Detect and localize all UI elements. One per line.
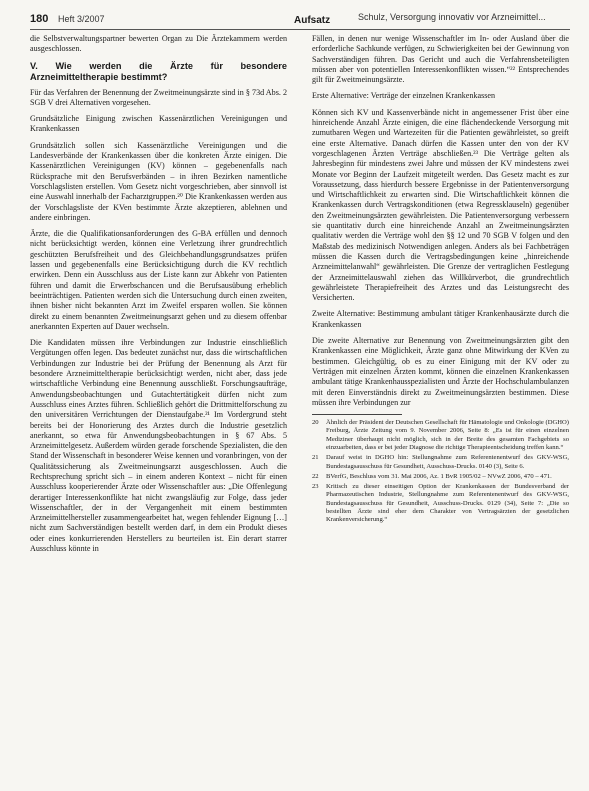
page-number: 180: [30, 13, 49, 25]
left-column: [30, 34, 287, 560]
footnote-text: BVerfG, Beschluss vom 31. Mai 2006, Az. 1 BvR 1905/02 – NVwZ 2006, 470 – 471.: [326, 472, 552, 480]
subheading: Zweite Alternative: Bestimmung ambulant tätiger Krankenhausärzte durch die Krankenkassen: [312, 309, 569, 329]
footnote-number: 23: [312, 483, 319, 491]
footnote-text: Ähnlich der Präsident der Deutschen Gesellschaft für Hämatologie und Onkologie (DGHO) Freiburg, Ärzte Zeitung vom 9. November 2006, Seite 8: „Es ist für einen einzelnen Mediziner überhaupt nicht möglich, sich in der Breite des gesamten Fachgebiets so einzuarbeiten, dass er bei jeder Diagnose die richtige Therapieentscheidung treffen kann.“: [326, 419, 569, 451]
paragraph: Die Kandidaten müssen ihre Verbindungen zur Industrie einschließlich Vergütungen offen legen. Das bedeutet zunächst nur, dass die wirtschaftlichen Verbindungen zur Industrie bei der Prüfung der Benennung als Arzt für besondere Arzneimitteltherapie berücksichtigt werden, nicht aber, dass jede wirtschaftliche Verbindung eine Benennung ausschließt. Forschungsaufträge, Anwendungsbeobachtungen und Gutachtertätigkeit dürfen nicht zum Ausschluss eines Arztes führen. Schließlich gehört die Drittmittelforschung zu den universitären Verrichtungen der Dienstaufgabe.²¹ Im Vordergrund steht bereits bei der Honorierung des Arztes durch die Industrie gesetzlich anerkannt, so etwa für Anwendungsbeobachtungen in § 67 Abs. 5 Arzneimittelgesetz. Außerdem würden gerade forschende Spezialisten, die den Stand der Wissenschaft in besonderer Weise kennen und voranbringen, von der Qualitätssicherung als Zweitmeinungsarzt ausgeschlossen. Auch die Rechtsprechung spricht sich – in einem anderen Kontext – nicht für einen Ausschluss kooperierender Ärzte oder Wissenschaftler aus: „Die Offenlegung derartiger Interessenkonflikte hat nicht zwangsläufig zur Folge, dass jeder Wissenschaftler, der in der Vergangenheit mit einem bestimmten Arzneimittelhersteller zusammengearbeitet hat, wegen fehlender Eignung […] nicht zum Sachverständigen bestellt werden darf, in dem ein Produkt dieses oder eines konkurrierenden Herstellers zu beurteilen ist. Ein derart starrer Ausschluss könnte in: [30, 338, 287, 554]
running-title: Schulz, Versorgung innovativ vor Arzneimittel...: [358, 12, 546, 22]
section-label: Aufsatz: [294, 15, 331, 26]
footnote-number: 22: [312, 472, 319, 480]
paragraph: Ärzte, die die Qualifikationsanforderungen des G-BA erfüllen und dennoch nicht berücksichtigt werden, können eine Verletzung ihrer grundrechtlich geschützten Berufsfreiheit und des Gleichbehandlungsgrundsatzes prüfen lassen und gegebenenfalls eine Berücksichtigung durch die KV rechtlich erwirken. Denn ein Ausschluss aus der Liste kann zur Abkehr von Patienten führen und damit die Erwerbschancen und die Berufsausübung erheblich beeinträchtigen. Patienten werden sich die Untersuchung durch einen zweiten, ihnen bisher nicht bekannten Arzt im Zweifel ersparen wollen. Sie können direkt zu einem benannten Zweitmeinungsarzt gehen und zu diesem offenbar anerkannten Experten auf Dauer wechseln.: [30, 229, 287, 331]
subheading: Grundsätzliche Einigung zwischen Kassenärztlichen Vereinigungen und Krankenkassen: [30, 114, 287, 134]
footnote-rule: [312, 414, 402, 415]
paragraph: die Selbstverwaltungspartner bewerten Organ zu Die Ärztekammern werden ausgeschlossen.: [30, 34, 287, 54]
footnote: [312, 483, 569, 524]
footnote-number: 20: [312, 419, 319, 427]
paragraph: Fällen, in denen nur wenige Wissenschaftler im In- oder Ausland über die erforderliche Sachkunde verfügen, zu Schwierigkeiten bei der Gewinnung von Sachverständigen führen. Das Gericht und auch die Verfahrensbeteiligten müssen aber von potentiellen Interessenkonflikten wissen.“²² Entsprechendes gilt für Zweitmeinungsärzte.: [312, 34, 569, 85]
footnote-text: Kritisch zu dieser einseitigen Option der Krankenkassen der Bundesverband der Pharmazeutischen Industrie, Stellungnahme zum Referentenentwurf des GKV-WSG, Bundestagsausschuss für Gesundheit, Ausschuss-Drucks. 0129 (34), Seite 7: „Die so bestellten Ärzte sind eher dem Charakter von Vertragsärzten der gesetzlichen Krankenversicherung.“: [326, 483, 569, 524]
subheading: Erste Alternative: Verträge der einzelnen Krankenkassen: [312, 91, 496, 101]
paragraph: Für das Verfahren der Benennung der Zweitmeinungsärzte sind in § 73d Abs. 2 SGB V drei Alternativen vorgesehen.: [30, 87, 287, 107]
section-heading: V. Wie werden die Ärzte für besondere Arzneimitteltherapie bestimmt?: [30, 60, 287, 82]
footnote-text: Darauf weist in DGHO hin: Stellungnahme zum Referentenentwurf des GKV-WSG, Bundestagsausschuss für Gesundheit, Ausschuss-Drucks. 0140 (3), Seite 6.: [326, 454, 569, 470]
journal-issue: Heft 3/2007: [58, 14, 105, 24]
page-header: [0, 0, 589, 30]
footnote: [312, 454, 569, 471]
right-column: [312, 34, 569, 527]
footnote: [312, 473, 569, 481]
paragraph: Können sich KV und Kassenverbände nicht in angemessener Frist über eine hinreichende Anzahl Ärzte einigen, die eine flächendeckende Versorgung mit zumutbaren Wegen und Wartezeiten für die Patienten gewährleistet, so greift eine erste Alternative. Danach dürfen die Kassen unter den von der KV vorgeschlagenen Ärzten Verträge abschließen.²³ Die Verträge gelten als Jahresbeginn für mindestens zwei Jahre und müssen der KV mindestens zwei Monate vor Beginn der Laufzeit mitgeteilt werden. Das Gesetz macht es zur Voraussetzung, dass hierdurch bessere Ergebnisse in der Patientenversorgung und Wirtschaftlichkeit zu erwarten sind. Die Wirtschaftlichkeit können die Krankenkassen durch Vertragskonditionen (etwa Regressklauseln) gegenüber den Zweitmeinungsärzten gewährleisten. Die Patientenversorgung verbessern sie quantitativ durch eine hinreichende Anzahl an Zweitmeinungsärzten qualitativ werden die Verträge wohl den §§ 12 und 70 SGB V folgen und den Maßstab des medizinisch Notwendigen anlegen. Anders als bei Fachbeträgen müssen die Kassen durch die Vertragsbedingungen keine „hinreichende Arzneimittelanwahl“ gewährleisten. Die Grenze der vertraglichen Festlegung der Arzneimittelauswahl ziehen das Willkürverbot, die grundrechtlich gewährleistete Therapiefreiheit des Arztes und das Leistungsrecht des Versicherten.: [312, 107, 569, 303]
footnote-number: 21: [312, 454, 319, 462]
paragraph: Die zweite Alternative zur Benennung von Zweitmeinungsärzten gibt den Krankenkassen eine Möglichkeit, Ärzte ganz ohne Mitwirkung der KVen zu bestimmen. Gleichgültig, ob es zu einer Einigung mit der KV oder zu Verträgen mit einzelnen Ärzten kommt, können die einzelnen Krankenkassen ambulant tätige Krankenhausspezialisten und Ärzte der Hochschulambulanzen mit deren Einverständnis direkt zu Zweitmeinungsärzten bestimmen. Diese müssen ihre Verbindungen zur: [312, 336, 569, 407]
paragraph: Grundsätzlich sollen sich Kassenärztliche Vereinigungen und die Landesverbände der Krankenkassen über die konkreten Ärzte einigen. Die Kassenärztlichen Vereinigungen (KV) können – gegebenenfalls nach Rücksprache mit den Berufsverbänden – in ihren Bezirken namentliche Vorschlagslisten erstellen. Vom Gesetz nicht vorgeschrieben, aber sinnvoll ist eine Auswahl innerhalb der Facharztgruppen.²⁰ Die Krankenkassen werden aus der Vorschlagsliste der KVen bestimmte Ärzte akzeptieren, ablehnen und andere einbringen.: [30, 140, 287, 222]
header-rule: [30, 29, 570, 30]
footnote: [312, 419, 569, 452]
